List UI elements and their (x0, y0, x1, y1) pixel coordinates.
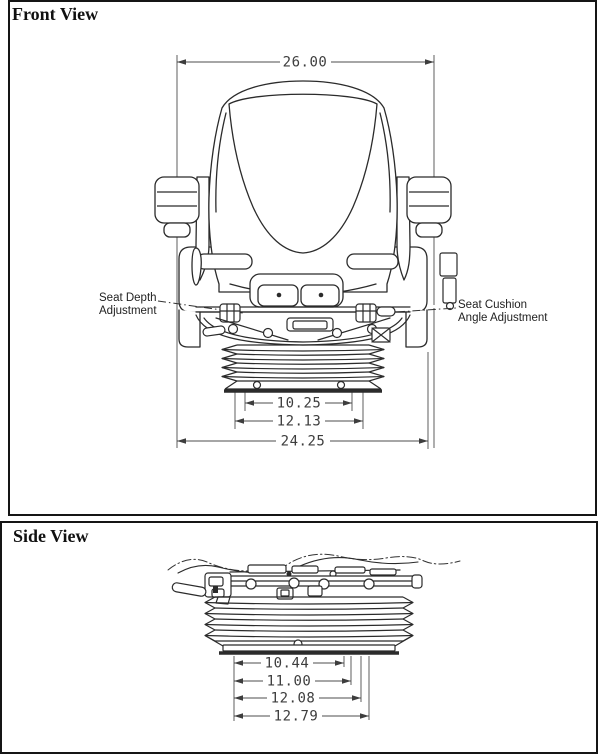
armrest-left (155, 177, 201, 285)
seat-cushion-center (250, 274, 343, 307)
side-dimension-texts (261, 656, 322, 725)
front-bellows (222, 345, 384, 391)
side-suspension (172, 565, 422, 604)
seat-cushion-angle-bracket (440, 253, 457, 310)
seat-cushion-label-line2: Angle Adjustment (458, 312, 548, 324)
seat-cushion-label-line1: Seat Cushion (458, 299, 528, 311)
dim-bellows-inner-width: 10.25 (276, 395, 322, 412)
seat-depth-label-line2: Adjustment (99, 305, 157, 317)
dim-bellows-outer-width: 12.13 (276, 413, 322, 430)
dim-side-4: 12.79 (273, 708, 319, 725)
dim-side-3: 12.08 (270, 690, 316, 707)
front-view-title: Front View (12, 4, 99, 24)
dim-overall-width: 26.00 (282, 54, 328, 71)
dim-base-width: 24.25 (280, 433, 326, 450)
side-view-title: Side View (13, 526, 89, 546)
dim-side-1: 10.44 (264, 655, 310, 672)
side-bellows (205, 597, 413, 653)
armrest-right (407, 177, 451, 237)
dim-side-2: 11.00 (266, 673, 312, 690)
seat-depth-label-line1: Seat Depth (99, 292, 157, 304)
